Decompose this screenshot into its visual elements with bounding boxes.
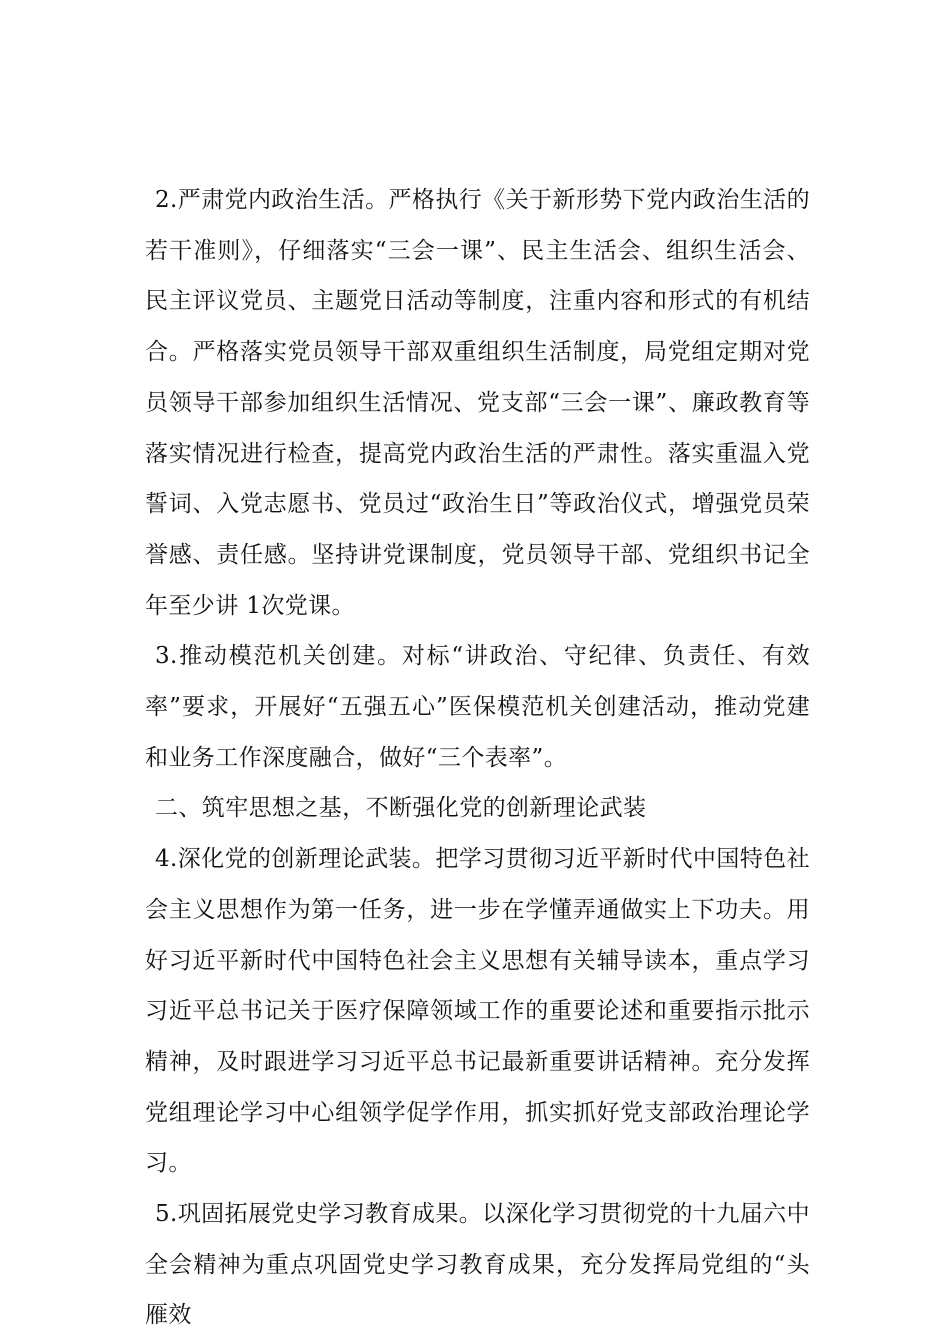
paragraph-strict-political-life: 2.严肃党内政治生活。严格执行《关于新形势下党内政治生活的若干准则》，仔细落实“三会一课”、民主生活会、组织生活会、民主评议党员、主题党日活动等制度，注重内容和形式的有机结合。严格落实党员领导干部双重组织生活制度，局党组定期对党员领导干部参加组织生活情况、党支部“三会一课”、廉政教育等落实情况进行检查，提高党内政治生活的严肃性。落实重温入党誓词、入党志愿书、党员过“政治生日”等政治仪式，增强党员荣誉感、责任感。坚持讲党课制度，党员领导干部、党组织书记全年至少讲 1次党课。 bbox=[145, 187, 810, 619]
paragraph-party-history: 5.巩固拓展党史学习教育成果。以深化学习贯彻党的十九届六中全会精神为重点巩固党史学习教育成果，充分发挥局党组的“头雁效 bbox=[145, 1201, 810, 1329]
document-body bbox=[145, 175, 810, 1341]
paragraph-theory-arming: 4.深化党的创新理论武装。把学习贯彻习近平新时代中国特色社会主义思想作为第一任务，进一步在学懂弄通做实上下功夫。用好习近平新时代中国特色社会主义思想有关辅导读本，重点学习习近平总书记关于医疗保障领域工作的重要论述和重要指示批示精神，及时跟进学习习近平总书记最新重要讲话精神。充分发挥党组理论学习中心组领学促学作用，抓实抓好党支部政治理论学习。 bbox=[145, 846, 810, 1177]
paragraph-model-organ: 3.推动模范机关创建。对标“讲政治、守纪律、负责任、有效率”要求，开展好“五强五心”医保模范机关创建活动，推动党建和业务工作深度融合，做好“三个表率”。 bbox=[145, 643, 810, 771]
section-heading-ideology: 二、筑牢思想之基，不断强化党的创新理论武装 bbox=[155, 795, 647, 822]
